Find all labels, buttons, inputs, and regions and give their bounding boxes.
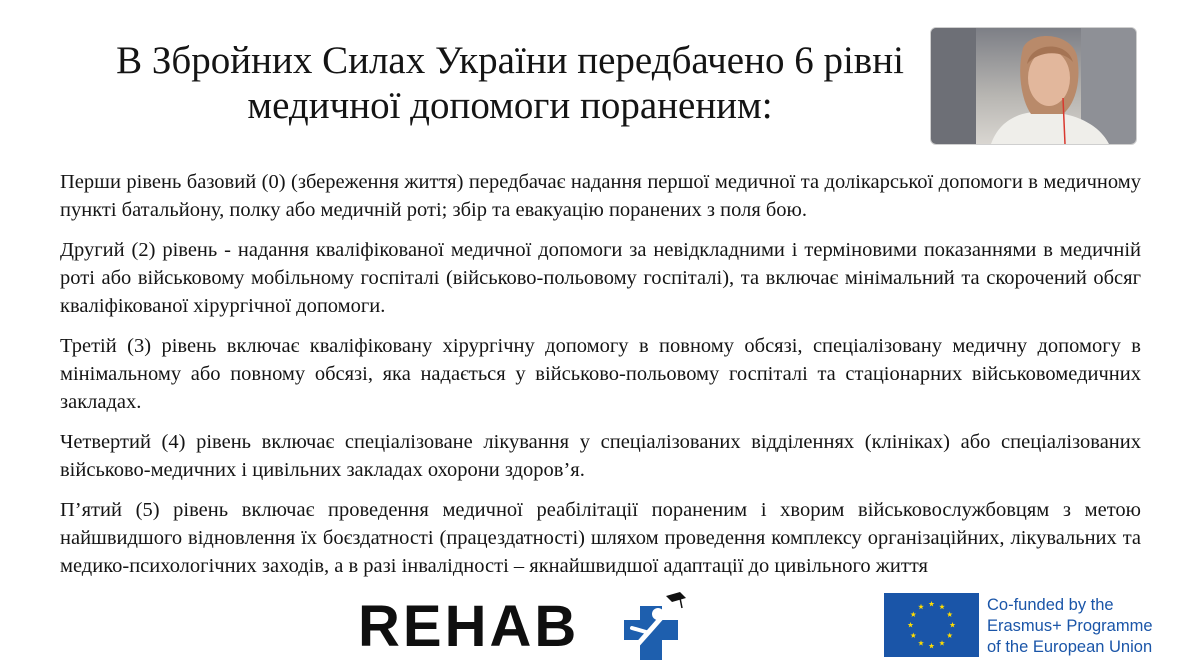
paragraph-level-2: Другий (2) рівень - надання кваліфікованої медичної допомоги за невідкладними і терміновими показаннями в медичній роті або військовому мобільному госпіталі (військово-польовому госпіталі), та включає мінімальний та скорочений обсяг кваліфікованої хірургічної допомоги. (60, 239, 1141, 317)
participant-video-icon (931, 28, 1136, 144)
participant-video[interactable] (930, 27, 1137, 145)
eu-text-line-2: Erasmus+ Programme (987, 617, 1153, 635)
title-line-1: В Збройних Силах України передбачено 6 рівні (116, 39, 904, 82)
erasmus-cofunded-label (987, 595, 1153, 658)
paragraph-level-4: Четвертий (4) рівень включає спеціалізоване лікування у спеціалізованих відділеннях (клініках) або спеціалізованих військово-медичних і цивільних закладах охорони здоров’я. (60, 431, 1141, 481)
rehab-logo-text: REHAB (358, 594, 580, 659)
paragraph-level-3: Третій (3) рівень включає кваліфіковану хірургічну допомогу в повному обсязі, спеціалізовану медичну допомогу в мінімальному або повному обсязі, яка надається у військово-польовому госпіталі та стаціонарних військовомедичних закладах. (60, 335, 1141, 413)
title-line-2: медичної допомоги пораненим: (247, 84, 773, 127)
paragraph-list (60, 168, 1141, 592)
paragraph-level-5: П’ятий (5) рівень включає проведення медичної реабілітації пораненим і хворим військовослужбовцям з метою найшвидшого відновлення їх боєздатності (працездатності) шляхом проведення комплексу організаційних, лікувальних та медико-психологічних заходів, а в разі інвалідності – якнайшвидшої адаптації до цивільного життя (60, 499, 1141, 577)
eu-text-line-3: of the European Union (987, 638, 1153, 656)
paragraph-level-0: Перши рівень базовий (0) (збереження життя) передбачає надання першої медичної та долікарської допомоги в медичному пункті батальйону, полку або медичній роті; збір та евакуацію поранених з поля бою. (60, 171, 1141, 221)
slide-title (60, 38, 960, 128)
eu-text-line-1: Co-funded by the (987, 596, 1114, 614)
cross-person-graduate-icon (620, 588, 690, 663)
eu-flag-icon (884, 593, 979, 657)
